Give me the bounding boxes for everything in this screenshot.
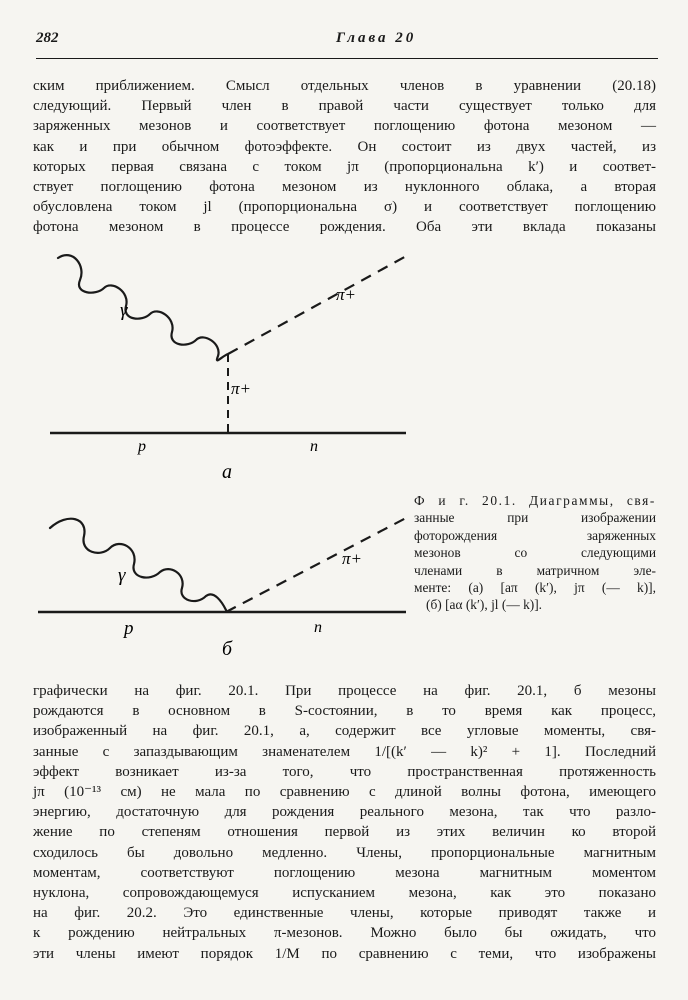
photon-line-a [58,255,228,360]
figure-20-1 [38,246,478,666]
text-line: ским приближением. Смысл отдельных членов в уравнении (20.18) [33,78,656,94]
nucleon-out-label-b: n [314,619,322,636]
diagram-a [50,254,410,483]
meson-label-a-outgoing: π+ [336,285,356,304]
photon-line-b [50,519,226,610]
text-line: на фиг. 20.2. Это единственные члены, которые приводят также и [33,905,656,922]
text-line: которых первая связана с током jπ (пропорциональна k′) и соответ- [33,158,656,175]
text-line: жение по степеням отношения первой из этих величин ко второй [33,824,656,841]
text-line: рождаются в основном в S-состоянии, в то время как процесс, [33,703,656,720]
meson-line-b-outgoing [226,518,406,612]
text-line: эффект возникает из-за того, что пространственная протяженность [33,763,656,780]
text-line: как и при обычном фотоэффекте. Он состоит из двух частей, из [33,138,656,155]
text-line: обусловлена током jl (пропорциональна σ) и соответствует поглощению [33,199,656,216]
caption-line: Ф и г. 20.1. Диаграммы, свя- [414,493,656,508]
text-line: к рождению нейтральных π-мезонов. Можно было бы ожидать, что [33,925,656,942]
feynman-diagrams [38,246,478,666]
text-line: jπ (10⁻¹³ см) не мала по сравнению с длиной волны фотона, имеющего [33,784,656,801]
text-line: энергию, достаточную для рождения реального мезона, так что разло- [33,804,656,821]
text-line: изображенный на фиг. 20.1, а, содержит все угловые моменты, свя- [33,723,656,740]
caption-line: занные при изображении [414,510,656,526]
diagram-b [38,518,406,660]
text-line: заряженных мезонов и соответствует поглощению фотона мезоном — [33,118,656,135]
photon-label-a: γ [120,300,128,321]
page-number: 282 [36,30,59,46]
panel-label-a: а [222,461,232,483]
caption-line: менте: (а) [aπ (k′), jπ (— k)], [414,580,656,596]
paragraph-2 [33,681,656,964]
text-line: моментам, соответствуют поглощению мезона магнитным моментом [33,864,656,881]
text-line: нуклона, сопровождающемуся испусканием мезона, как это показано [33,885,656,902]
page-header [36,26,658,59]
chapter-title: Глава 20 [336,30,417,46]
nucleon-in-label-a: p [138,438,146,455]
text-line: ствует поглощению фотона мезоном из нуклонного облака, а вторая [33,179,656,196]
text-line: следующий. Первый член в правой части существует только для [33,98,656,115]
meson-line-a-outgoing [228,254,410,354]
text-line: фотона мезоном в процессе рождения. Оба эти вклада показаны [33,219,656,236]
caption-line: членами в матричном эле- [414,562,656,578]
meson-label-a-virtual: π+ [231,379,251,398]
nucleon-in-label-b: p [124,618,134,639]
caption-line: (б) [aα (k′), jl (— k)]. [426,597,543,613]
text-line: занные с запаздывающим знаменателем 1/[(k′ — k)² + 1]. Последний [33,743,656,760]
paragraph-1 [33,76,656,238]
caption-line: мезонов со следующими [414,545,656,561]
text-line: эти члены имеют порядок 1/M по сравнению с теми, что изображены [33,945,656,962]
meson-label-b-outgoing: π+ [342,549,362,568]
caption-line: фоторождения заряженных [414,527,656,543]
photon-label-b: γ [118,565,126,586]
text-line: сходилось бы довольно медленно. Члены, пропорциональные магнитным [33,844,656,861]
figure-caption [414,492,656,614]
panel-label-b: б [222,638,233,660]
text-line: графически на фиг. 20.1. При процессе на фиг. 20.1, б мезоны [33,683,656,699]
nucleon-out-label-a: n [310,438,318,455]
